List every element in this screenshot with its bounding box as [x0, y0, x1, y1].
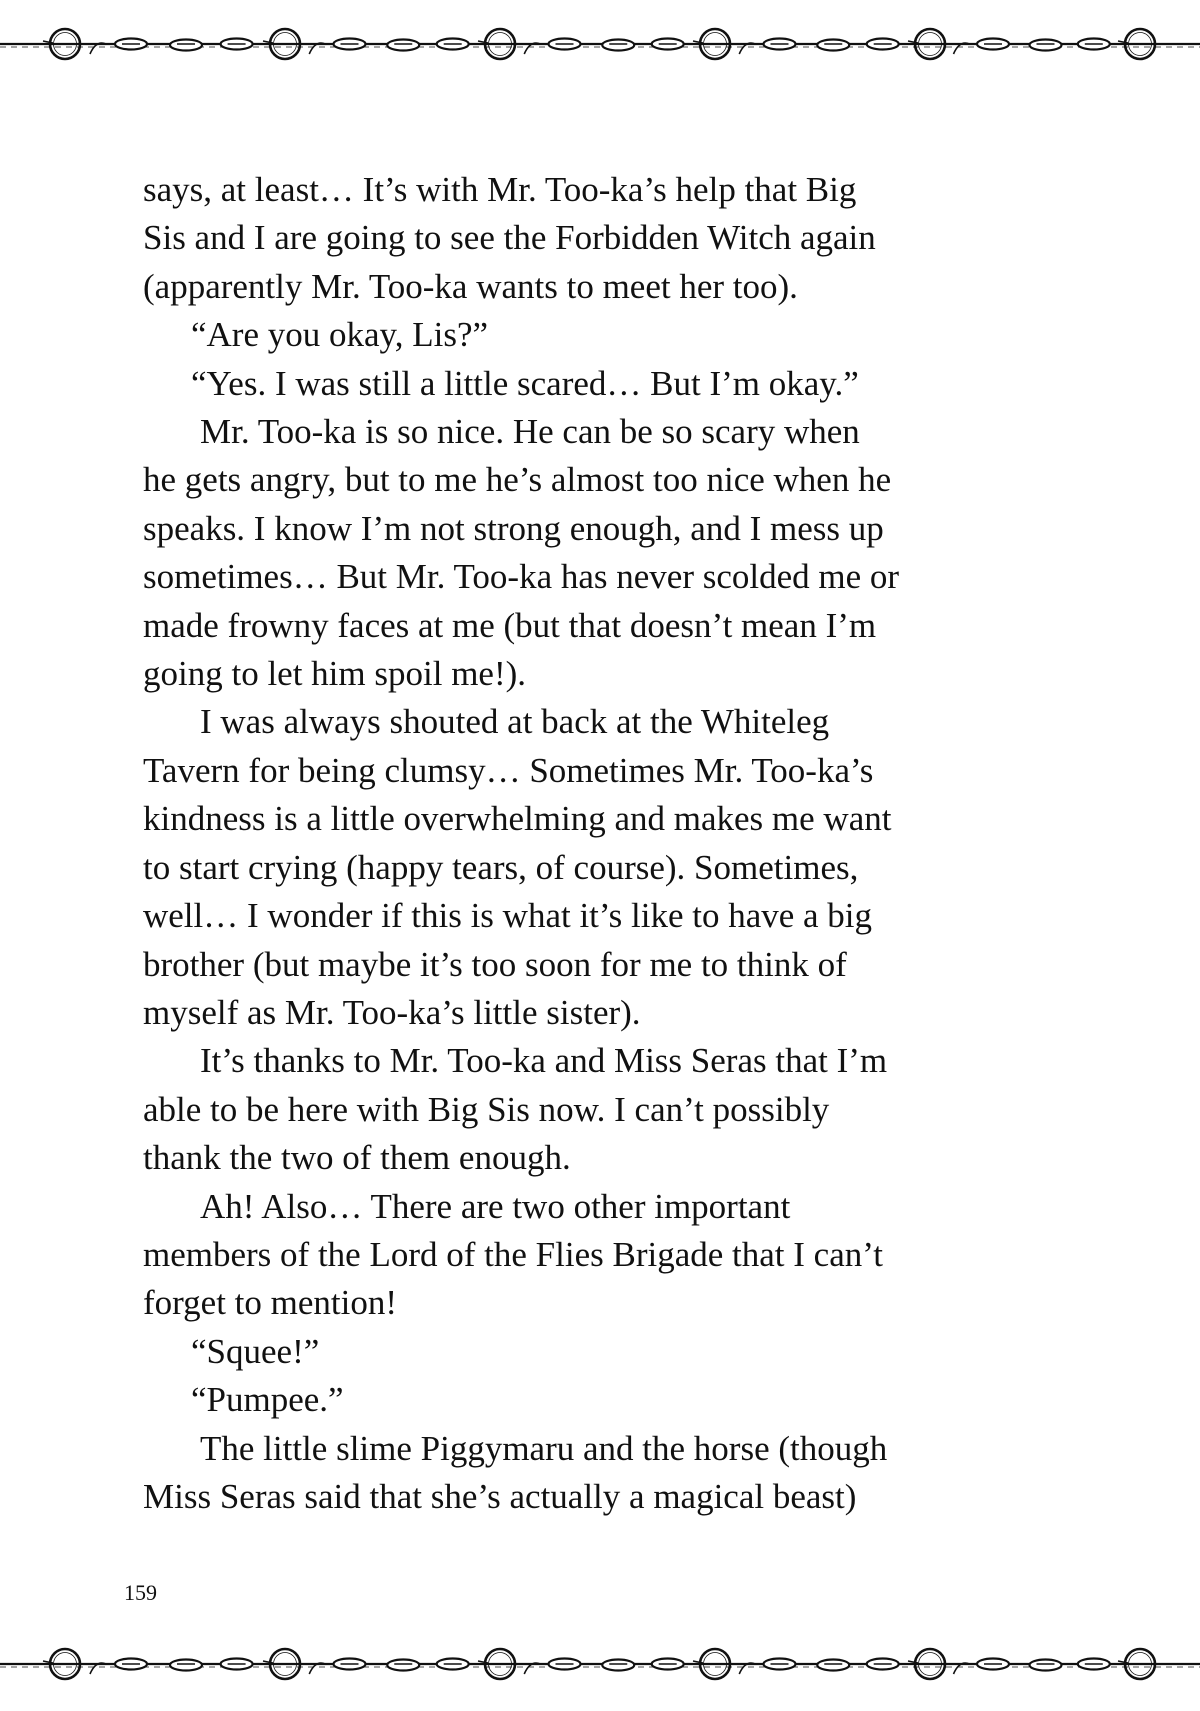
text-line: Miss Seras said that she’s actually a magical beast) — [143, 1476, 857, 1516]
text-line: made frowny faces at me (but that doesn’t mean I’m — [143, 605, 877, 645]
text-line: going to let him spoil me!). — [143, 654, 527, 694]
text-line: brother (but maybe it’s too soon for me to think of — [143, 944, 847, 984]
chain-link — [170, 40, 202, 51]
text-line: speaks. I know I’m not strong enough, and I mess up — [143, 508, 884, 548]
dialogue-line: “Yes. I was still a little scared… But I’m okay.” — [191, 363, 859, 403]
dialogue-line: “Squee!” — [191, 1331, 320, 1371]
top-chain-border — [0, 8, 1200, 80]
text-line: he gets angry, but to me he’s almost too nice when he — [143, 460, 892, 500]
text-line: thank the two of them enough. — [143, 1138, 571, 1178]
text-line: to start crying (happy tears, of course). Sometimes, — [143, 847, 859, 887]
dialogue-line: “Pumpee.” — [191, 1380, 344, 1420]
text-line: says, at least… It’s with Mr. Too-ka’s help that Big — [143, 170, 857, 209]
dialogue-line: “Are you okay, Lis?” — [191, 315, 489, 355]
page-body-text — [143, 166, 1063, 1521]
paragraph-start-line: It’s thanks to Mr. Too-ka and Miss Seras that I’m — [200, 1041, 888, 1081]
chain-link — [817, 40, 849, 51]
chain-link — [387, 40, 419, 51]
paragraph-start-line: Ah! Also… There are two other important — [200, 1186, 791, 1226]
text-line: Sis and I are going to see the Forbidden Witch again — [143, 218, 876, 258]
text-line: myself as Mr. Too-ka’s little sister). — [143, 992, 641, 1032]
bottom-chain-border — [0, 1628, 1200, 1700]
paragraph-start-line: Mr. Too-ka is so nice. He can be so scary when — [200, 412, 860, 452]
text-line: (apparently Mr. Too-ka wants to meet her too). — [143, 266, 798, 306]
text-line: able to be here with Big Sis now. I can’t possibly — [143, 1089, 830, 1129]
chain-link — [602, 1660, 634, 1671]
text-line: Tavern for being clumsy… Sometimes Mr. Too-ka’s — [143, 750, 874, 790]
chain-link — [1030, 1660, 1062, 1671]
text-line: members of the Lord of the Flies Brigade that I can’t — [143, 1234, 883, 1274]
paragraph-start-line: The little slime Piggymaru and the horse (though — [200, 1428, 888, 1468]
chain-link — [1030, 40, 1062, 51]
text-line: well… I wonder if this is what it’s like to have a big — [143, 896, 873, 936]
text-line: sometimes… But Mr. Too-ka has never scolded me or — [143, 557, 900, 597]
chain-link — [817, 1660, 849, 1671]
text-line: kindness is a little overwhelming and makes me want — [143, 799, 892, 839]
page-number: 159 — [124, 1580, 157, 1605]
paragraph-start-line: I was always shouted at back at the Whiteleg — [200, 702, 830, 742]
text-line: forget to mention! — [143, 1283, 398, 1323]
chain-link — [387, 1660, 419, 1671]
chain-link — [602, 40, 634, 51]
chain-link — [170, 1660, 202, 1671]
